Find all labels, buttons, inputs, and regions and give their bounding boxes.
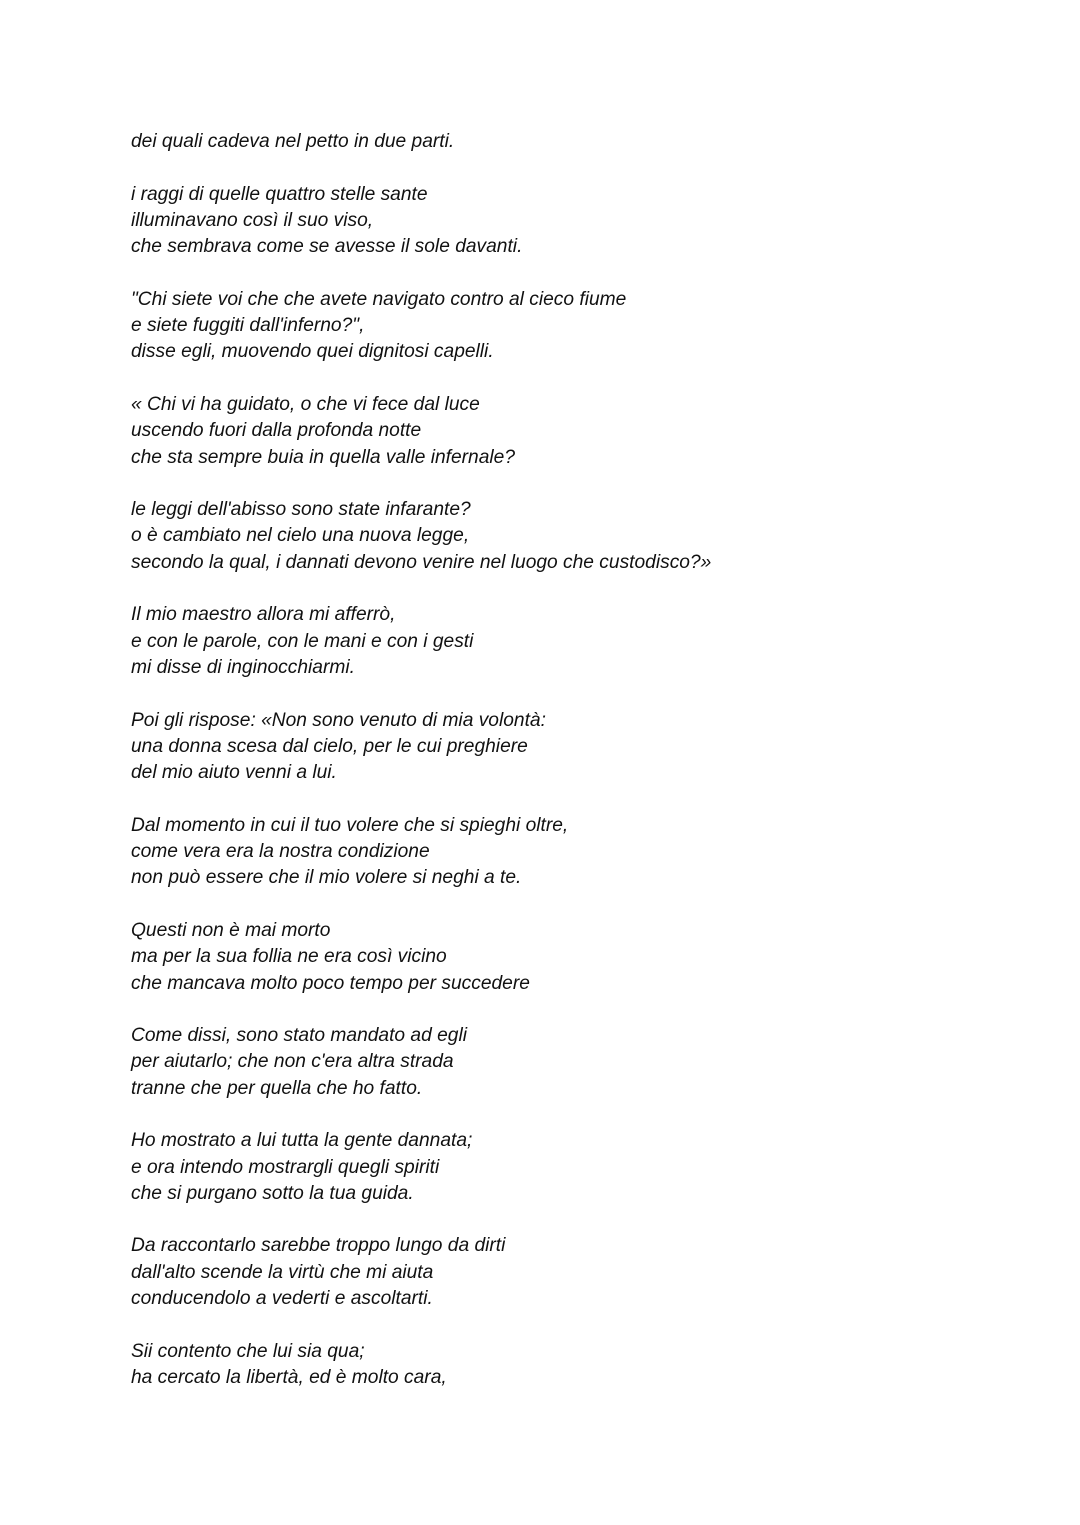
stanza [131,918,1031,997]
verse-line: ma per la sua follia ne era così vicino [131,946,447,968]
verse-line: tranne che per quella che ho fatto. [131,1077,423,1099]
stanza [131,708,1031,787]
verse-line: Ho mostrato a lui tutta la gente dannata; [131,1130,473,1152]
verse-line: "Chi siete voi che che avete navigato contro al cieco fiume [131,288,627,310]
verse-line: Come dissi, sono stato mandato ad egli [131,1025,467,1047]
stanza [131,392,1031,471]
stanza [131,1339,1031,1392]
verse-line: o è cambiato nel cielo una nuova legge, [131,525,470,547]
verse-line: per aiutarlo; che non c'era altra strada [131,1051,454,1073]
stanza [131,813,1031,892]
verse-line: Poi gli rispose: «Non sono venuto di mia volontà: [131,709,546,731]
verse-line: Sii contento che lui sia qua; [131,1340,365,1362]
verse-line: Da raccontarlo sarebbe troppo lungo da dirti [131,1235,506,1257]
stanza [131,1128,1031,1207]
verse-line: e con le parole, con le mani e con i gesti [131,630,474,652]
verse-line: e ora intendo mostrargli quegli spiriti [131,1156,440,1178]
verse-line: i raggi di quelle quattro stelle sante [131,183,428,205]
poem-body [131,129,1031,1418]
verse-line: conducendolo a vederti e ascoltarti. [131,1288,433,1310]
verse-line: che si purgano sotto la tua guida. [131,1182,414,1204]
verse-line: e siete fuggiti dall'inferno?", [131,315,365,337]
verse-line: uscendo fuori dalla profonda notte [131,420,422,442]
verse-line: come vera era la nostra condizione [131,841,430,863]
verse-line: le leggi dell'abisso sono state infarante? [131,499,471,521]
verse-line: dall'alto scende la virtù che mi aiuta [131,1261,434,1283]
stanza [131,497,1031,576]
verse-line: non può essere che il mio volere si neghi a te. [131,867,522,889]
verse-line: Il mio maestro allora mi afferrò, [131,604,396,626]
verse-line: Questi non è mai morto [131,919,331,941]
verse-line: illuminavano così il suo viso, [131,209,374,231]
verse-line: una donna scesa dal cielo, per le cui preghiere [131,735,528,757]
stanza [131,182,1031,261]
verse-line: che sta sempre buia in quella valle infernale? [131,446,515,468]
verse-line: mi disse di inginocchiarmi. [131,656,355,678]
stanza [131,602,1031,681]
stanza [131,1233,1031,1312]
verse-line: disse egli, muovendo quei dignitosi capelli. [131,341,494,363]
verse-line: che sembrava come se avesse il sole davanti. [131,236,523,258]
stanza [131,1023,1031,1102]
verse-line: « Chi vi ha guidato, o che vi fece dal luce [131,393,480,415]
verse-line: del mio aiuto venni a lui. [131,762,337,784]
verse-line: dei quali cadeva nel petto in due parti. [131,131,455,152]
stanza [131,129,1031,155]
verse-line: secondo la qual, i dannati devono venire nel luogo che custodisco?» [131,551,712,573]
verse-line: Dal momento in cui il tuo volere che si spieghi oltre, [131,814,569,836]
verse-line: ha cercato la libertà, ed è molto cara, [131,1366,447,1388]
stanza [131,287,1031,366]
verse-line: che mancava molto poco tempo per succedere [131,972,530,994]
